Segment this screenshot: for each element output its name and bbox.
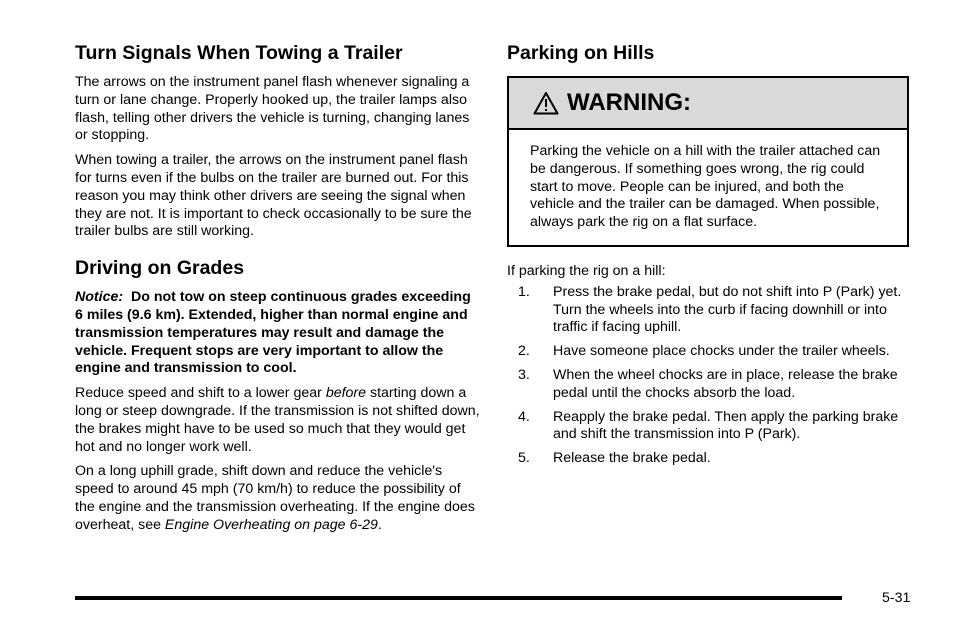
section-heading-parking-on-hills: Parking on Hills (507, 42, 655, 64)
list-item (507, 343, 909, 361)
paragraph: The arrows on the instrument panel flash whenever signaling a turn or lane change. Properly hooked up, the trailer lamps also flash, telling other drivers the vehicle is turning, changing lanes or stopping. (75, 74, 470, 144)
text-run: . (377, 516, 382, 533)
step-number: 4. (518, 408, 530, 425)
step-number: 1. (518, 283, 530, 300)
warning-box (507, 76, 909, 247)
list-item (507, 409, 909, 445)
emphasis-text: before (325, 385, 367, 402)
step-number: 3. (518, 366, 530, 383)
step-text: Have someone place chocks under the trailer wheels. (553, 343, 890, 360)
paragraph: When towing a trailer, the arrows on the instrument panel flash for turns even if the bulbs on the trailer are burned out. For this reason you may think other drivers are seeing the signal when they are not. It is important to check occasionally to be sure the trailer bulbs are still working. (75, 152, 472, 240)
paragraph (75, 463, 480, 534)
right-column (507, 40, 909, 474)
notice-label: Notice: (75, 289, 124, 306)
left-column (75, 40, 480, 542)
warning-title: WARNING: (567, 89, 691, 116)
list-item (507, 284, 909, 337)
text-run: starting down a long or steep downgrade. If the transmission is not shifted down, the brakes might have to be used so much that they would get hot and no longer work well. (75, 385, 480, 455)
text-run: On a long uphill grade, shift down and reduce the vehicle's speed to around 45 mph (70 km/h) to reduce the possibility of the engine and the transmission overheating. If the engine does overheat, see (75, 463, 475, 533)
warning-triangle-icon (533, 91, 559, 115)
warning-body (509, 130, 907, 245)
warning-header (509, 78, 907, 130)
list-item (507, 450, 909, 468)
cross-reference: Engine Overheating on page 6-29 (164, 516, 378, 533)
footer-rule (75, 596, 842, 600)
step-number: 2. (518, 343, 530, 360)
step-text: Reapply the brake pedal. Then apply the parking brake and shift the transmission into P (Park). (553, 408, 899, 443)
list-item (507, 367, 909, 403)
notice-text: Do not tow on steep continuous grades exceeding 6 miles (9.6 km). Extended, higher than normal engine and transmission temperatures may result and damage the vehicle. Frequent stops are very important to allow the engine and transmission to cool. (75, 289, 471, 377)
step-number: 5. (518, 450, 530, 467)
page-number: 5-31 (882, 590, 911, 606)
text-run: Reduce speed and shift to a lower gear (75, 385, 326, 402)
step-text: Release the brake pedal. (553, 450, 711, 467)
step-text: When the wheel chocks are in place, release the brake pedal until the chocks absorb the load. (553, 366, 898, 401)
section-heading-driving-on-grades: Driving on Grades (75, 257, 245, 280)
steps-list (507, 284, 909, 468)
warning-text: Parking the vehicle on a hill with the trailer attached can be dangerous. If something goes wrong, the rig could start to move. People can be injured, and both the vehicle and the trailer can be damaged. When possible, always park the rig on a flat surface. (530, 143, 881, 231)
step-text: Press the brake pedal, but do not shift into P (Park) yet. Turn the wheels into the curb if facing downhill or into traffic if facing uphill. (553, 283, 902, 336)
steps-intro: If parking the rig on a hill: (507, 262, 666, 279)
section-heading-turn-signals: Turn Signals When Towing a Trailer (75, 42, 403, 64)
paragraph (75, 385, 480, 456)
notice-paragraph (75, 289, 480, 378)
